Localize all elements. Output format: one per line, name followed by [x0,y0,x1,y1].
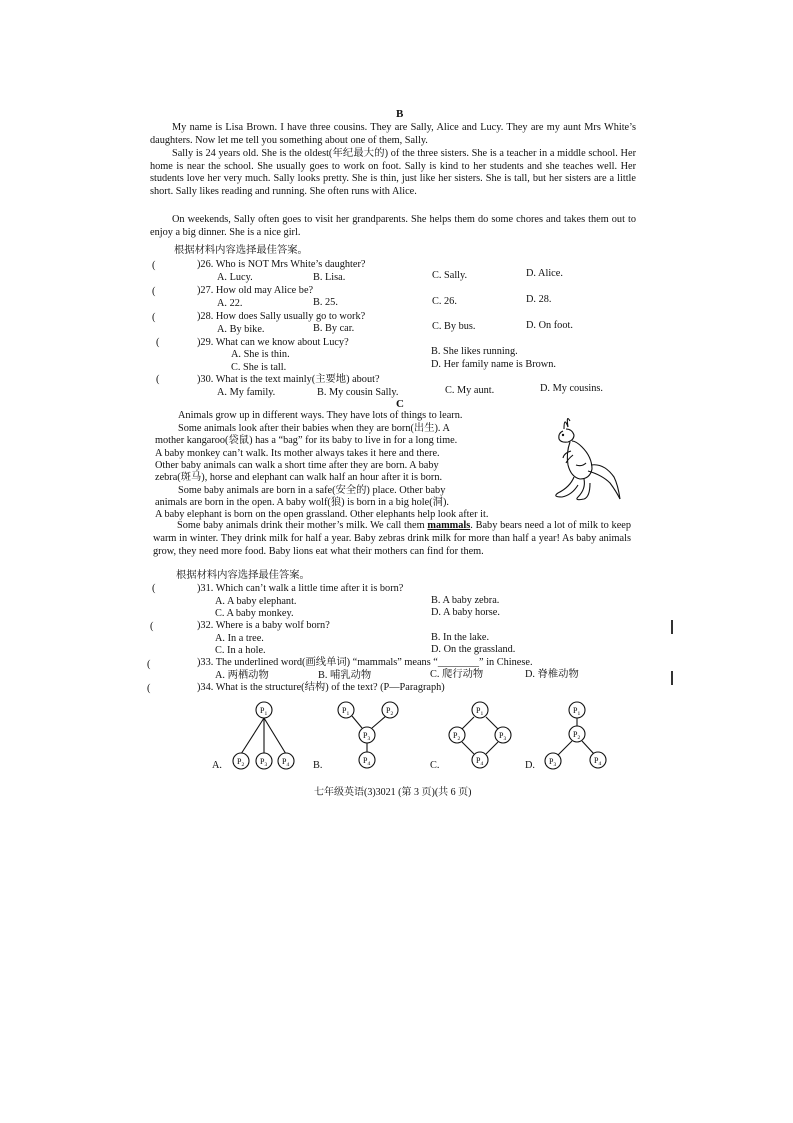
passage-b-paragraph-2: Sally is 24 years old. She is the oldest(年纪最大的) of the three sisters. She is a teacher in a middle school. Her home is near the school. She usually goes to work on foot. Sally is kind to her students and she teaches well. Her students love her very much. Sally looks pretty. She is thin, just like her sisters. She is tall, but her sisters are a little short. Sally likes reading and running. She often runs with Alice. [150,148,636,198]
question-33: )33. The underlined word(画线单词) “mammals” means “________” in Chinese. [197,657,533,668]
option-29-d: D. Her family name is Brown. [431,359,556,370]
question-27: )27. How old may Alice be? [197,285,314,296]
question-26: )26. Who is NOT Mrs White’s daughter? [197,259,366,270]
answer-paren[interactable]: ( [152,583,156,594]
option-33-d: D. 脊椎动物 [525,669,579,680]
passage-c-line-7: Some baby animals are born in a safe(安全的) place. Other baby [178,485,446,496]
option-33-a: A. 两栖动物 [215,670,269,681]
question-32: )32. Where is a baby wolf born? [197,620,330,631]
structure-diagrams [200,697,620,777]
option-30-a: A. My family. [217,387,276,398]
svg-text:P4: $P_4$ [476,756,484,767]
answer-paren[interactable]: ( [152,286,156,297]
diagram-b [338,702,398,768]
scan-mark [671,671,673,685]
question-34: )34. What is the structure(结构) of the text? (P—Paragraph) [197,682,445,693]
scan-mark [671,620,673,634]
diagram-a [233,702,294,769]
svg-text:P3: $P_3$ [363,731,371,742]
question-28: )28. How does Sally usually go to work? [197,311,366,322]
diagram-label-d: D. [525,760,536,771]
passage-c-line-4: A baby monkey can’t walk. Its mother always takes it here and there. [155,448,440,459]
passage-b-paragraph-3: On weekends, Sally often goes to visit her grandparents. She helps them do some chores and takes them out to enjoy a big dinner. She is a nice girl. [150,214,636,238]
passage-c-paragraph-5-start: Some baby animals drink their mother’s milk. We call them [177,520,428,531]
passage-c-line-2: Some animals look after their babies when they are born(出生). A [178,423,450,434]
svg-text:P2: $P_2$ [453,731,461,742]
svg-text:P1: $P_1$ [573,706,581,717]
diagram-label-c: C. [430,760,440,771]
section-b-letter: B [396,108,404,120]
underlined-word-mammals: mammals [427,520,471,531]
option-26-d: D. Alice. [526,268,563,279]
passage-c-line-8: animals are born in the open. A baby wolf(狼) is born in a big hole(洞). [155,497,449,508]
svg-text:P2: $P_2$ [386,706,394,717]
svg-text:P4: $P_4$ [282,757,290,768]
answer-paren[interactable]: ( [156,337,160,348]
answer-paren[interactable]: ( [150,621,154,632]
section-c-letter: C [396,398,404,410]
question-29: )29. What can we know about Lucy? [197,337,349,348]
diagram-label-a: A. [212,760,223,771]
option-28-b: B. By car. [313,323,355,334]
option-31-d: D. A baby horse. [431,607,500,618]
svg-text:P1: $P_1$ [476,706,484,717]
option-27-d: D. 28. [526,294,552,305]
kangaroo-illustration [544,413,624,503]
option-28-c: C. By bus. [432,321,476,332]
option-27-c: C. 26. [432,296,457,307]
option-29-b: B. She likes running. [431,346,518,357]
option-26-b: B. Lisa. [313,272,346,283]
answer-paren[interactable]: ( [147,659,151,670]
question-31: )31. Which can’t walk a little time after it is born? [197,583,404,594]
diagram-label-b: B. [313,760,323,771]
option-31-b: B. A baby zebra. [431,595,500,606]
option-29-a: A. She is thin. [231,349,290,360]
option-32-a: A. In a tree. [215,633,264,644]
passage-c-instruction: 根据材料内容选择最佳答案。 [176,570,310,581]
passage-c-line-5: Other baby animals can walk a short time after they are born. A baby [155,460,439,471]
svg-text:P2: $P_2$ [237,757,245,768]
option-33-c: C. 爬行动物 [430,669,484,680]
option-28-d: D. On foot. [526,320,573,331]
svg-text:P1: $P_1$ [260,706,268,717]
option-30-b: B. My cousin Sally. [317,387,399,398]
diagram-d [545,702,606,769]
diagram-c [449,702,511,768]
option-32-d: D. On the grassland. [431,644,516,655]
passage-c-line-3: mother kangaroo(袋鼠) has a “bag” for its baby to live in for a long time. [155,435,458,446]
page-footer: 七年级英语(3)3021 (第 3 页)(共 6 页) [314,787,472,798]
passage-c-line-9: A baby elephant is born on the open grassland. Other elephants help look after it. [155,509,489,520]
option-31-c: C. A baby monkey. [215,608,294,619]
passage-c-line-6: zebra(斑马), horse and elephant can walk half an hour after it is born. [155,472,443,483]
svg-text:P4: $P_4$ [594,756,602,767]
answer-paren[interactable]: ( [152,260,156,271]
answer-paren[interactable]: ( [156,374,160,385]
passage-b-paragraph-1: My name is Lisa Brown. I have three cousins. They are Sally, Alice and Lucy. They are my aunt Mrs White’s daughters. Now let me tell you something about one of them, Sally. [150,122,636,146]
passage-b-instruction: 根据材料内容选择最佳答案。 [174,245,308,256]
option-30-c: C. My aunt. [445,385,495,396]
option-26-a: A. Lucy. [217,272,253,283]
option-26-c: C. Sally. [432,270,468,281]
option-31-a: A. A baby elephant. [215,596,297,607]
answer-paren[interactable]: ( [147,683,151,694]
svg-text:P1: $P_1$ [342,706,350,717]
svg-text:P3: $P_3$ [260,757,268,768]
passage-c-paragraph-5 [153,520,631,558]
svg-text:P4: $P_4$ [363,756,371,767]
svg-text:P3: $P_3$ [549,757,557,768]
option-27-a: A. 22. [217,298,243,309]
answer-paren[interactable]: ( [152,312,156,323]
svg-text:P3: $P_3$ [499,731,507,742]
option-32-b: B. In the lake. [431,632,490,643]
option-30-d: D. My cousins. [540,383,603,394]
svg-text:P2: $P_2$ [573,730,581,741]
option-28-a: A. By bike. [217,324,265,335]
passage-c-line-1: Animals grow up in different ways. They have lots of things to learn. [178,410,463,421]
option-32-c: C. In a hole. [215,645,266,656]
question-30: )30. What is the text mainly(主要地) about? [197,374,380,385]
option-27-b: B. 25. [313,297,338,308]
passage-c-paragraph-5-end: . Baby bears need a lot of milk to keep warm in winter. They drink milk for half a year. Baby zebras drink milk for more than half a year! As baby animals grow, they need more food. Baby lions eat what their mothers can find for them. [153,520,631,557]
option-33-b: B. 哺乳动物 [318,670,372,681]
option-29-c: C. She is tall. [231,362,287,373]
